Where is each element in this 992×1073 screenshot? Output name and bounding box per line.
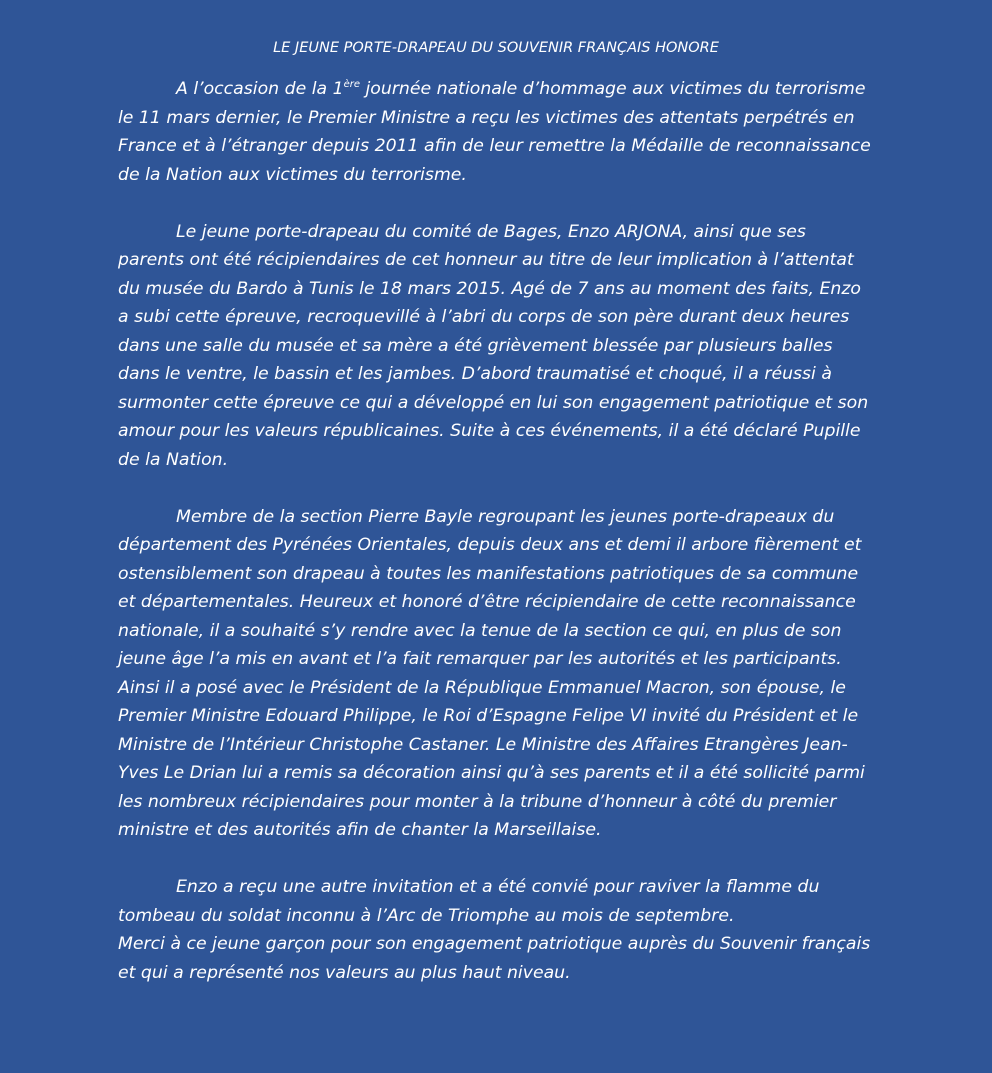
paragraph-3 — [118, 503, 873, 845]
closing-thanks-text: Merci à ce jeune garçon pour son engagement patriotique auprès du Souvenir français et qui a représenté nos valeurs au plus haut niveau. — [118, 934, 871, 983]
ordinal-superscript: ère — [343, 79, 360, 91]
document-title: LE JEUNE PORTE-DRAPEAU DU SOUVENIR FRANÇAIS HONORE — [273, 40, 719, 56]
paragraph-1-text-end: journée nationale d’hommage aux victimes du terrorisme le 11 mars dernier, le Premier Ministre a reçu les victimes des attentats perpétrés en France et à l’étranger depuis 2011 afin de leur remettre la Médaille de reconnaissance de la Nation aux victimes du terrorisme. — [118, 79, 871, 185]
paragraph-4 — [118, 873, 873, 987]
paragraph-4-text: Enzo a reçu une autre invitation et a été convié pour raviver la flamme du tombeau du soldat inconnu à l’Arc de Triomphe au mois de septembre. — [118, 877, 820, 926]
paragraph-1-text-start: A l’occasion de la 1 — [176, 79, 344, 99]
paragraph-2-text: Le jeune porte-drapeau du comité de Bages, Enzo ARJONA, ainsi que ses parents ont été récipiendaires de cet honneur au titre de leur implication à l’attentat du musée du Bardo à Tunis le 18 mars 2015. Agé de 7 ans au moment des faits, Enzo a subi cette épreuve, recroquevillé à l’abri du corps de son père durant deux heures dans une salle du musée et sa mère a été grièvement blessée par plusieurs balles dans le ventre, le bassin et les jambes. D’abord traumatisé et choqué, il a réussi à surmonter cette épreuve ce qui a développé en lui son engagement patriotique et son amour pour les valeurs républicaines. Suite à ces événements, il a été déclaré Pupille de la Nation. — [118, 221, 869, 470]
paragraph-1 — [118, 75, 873, 189]
paragraph-3-text: Membre de la section Pierre Bayle regroupant les jeunes porte-drapeaux du département des Pyrénées Orientales, depuis deux ans et demi il arbore fièrement et ostensiblement son drapeau à toutes les manifestations patriotiques de sa commune et départementales. Heureux et honoré d’être récipiendaire de cette reconnaissance nationale, il a souhaité s’y rendre avec la tenue de la section ce qui, en plus de son jeune âge l’a mis en avant et l’a fait remarquer par les autorités et les participants. Ainsi il a posé avec le Président de la République Emmanuel Macron, son épouse, le Premier Ministre Edouard Philippe, le Roi d’Espagne Felipe VI invité du Président et le Ministre de l’Intérieur Christophe Castaner. Le Ministre des Affaires Etrangères Jean-Yves Le Drian lui a remis sa décoration ainsi qu’à ses parents et il a été sollicité parmi les nombreux récipiendaires pour monter à la tribune d’honneur à côté du premier ministre et des autorités afin de chanter la Marseillaise. — [118, 506, 865, 840]
paragraph-2 — [118, 218, 873, 475]
